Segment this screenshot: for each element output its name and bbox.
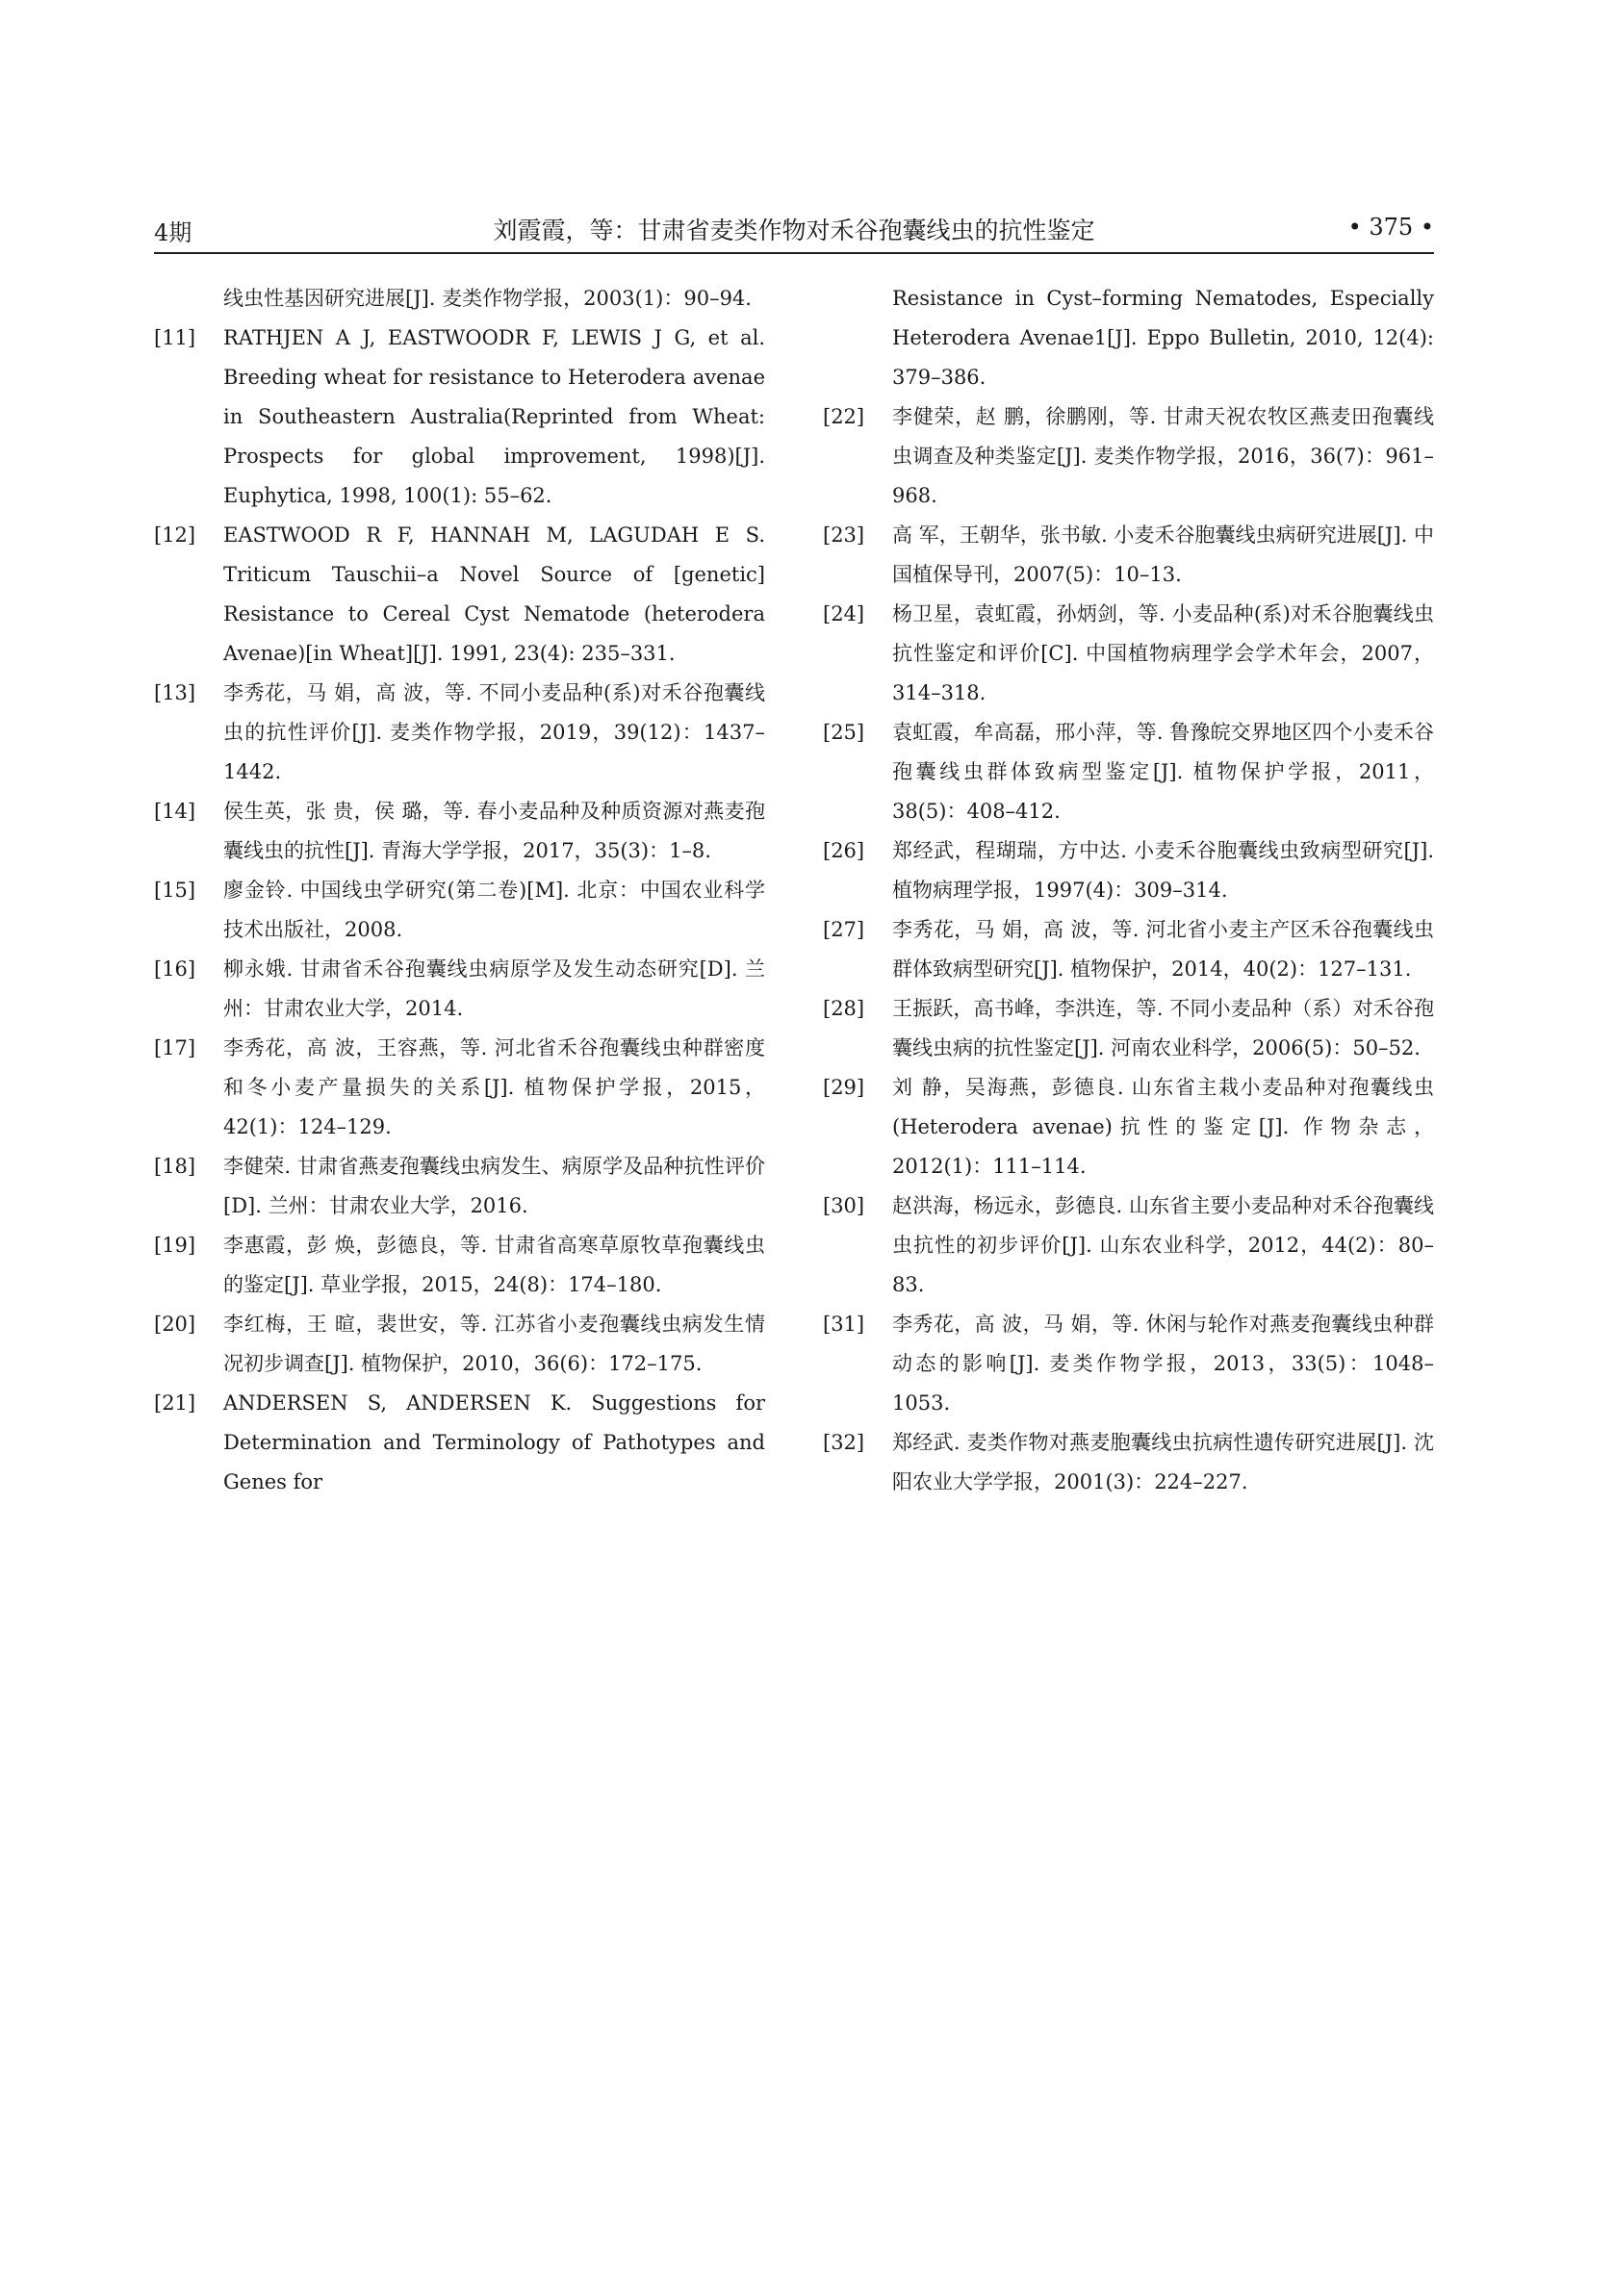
reference-text: EASTWOOD R F, HANNAH M, LAGUDAH E S. Triticum Tauschii–a Novel Source of [genetic] Resistance to Cereal Cyst Nematode (heterodera Avenae)[in Wheat][J]. 1991, 23(4): 235–331. [223,523,765,665]
reference-text: 廖金铃. 中国线虫学研究(第二卷)[M]. 北京：中国农业科学技术出版社，2008. [223,879,765,941]
reference-item [154,792,765,871]
reference-number: [24] [823,602,865,625]
reference-text: 郑经武. 麦类作物对燕麦胞囊线虫抗病性遗传研究进展[J]. 沈阳农业大学学报，2001(3)：224–227. [892,1431,1434,1493]
reference-number: [29] [823,1076,865,1099]
left-column [154,279,765,1502]
page-number: • 375 • [1347,214,1434,241]
reference-text: 柳永娥. 甘肃省禾谷孢囊线虫病原学及发生动态研究[D]. 兰州：甘肃农业大学，2014. [223,957,765,1020]
reference-item [823,910,1434,989]
reference-item [823,989,1434,1068]
reference-item [154,319,765,516]
reference-number: [31] [823,1313,865,1336]
reference-number: [22] [823,405,865,428]
reference-text: ANDERSEN S, ANDERSEN K. Suggestions for Determination and Terminology of Pathotypes and Genes for [223,1391,765,1493]
reference-text: 李秀花，马 娟，高 波，等. 不同小麦品种(系)对禾谷孢囊线虫的抗性评价[J]. 麦类作物学报，2019，39(12)：1437–1442. [223,681,765,783]
reference-item [823,831,1434,910]
page-header [154,204,1434,248]
reference-number: [26] [823,839,865,862]
reference-item [154,1226,765,1305]
reference-number: [17] [154,1036,196,1059]
reference-item [823,397,1434,516]
reference-item [823,595,1434,713]
reference-text: 郑经武，程瑚瑞，方中达. 小麦禾谷胞囊线虫致病型研究[J]. 植物病理学报，1997(4)：309–314. [892,839,1434,902]
reference-number: [11] [154,326,196,349]
reference-item [154,950,765,1029]
reference-number: [30] [823,1194,865,1217]
reference-text: 李秀花，马 娟，高 波，等. 河北省小麦主产区禾谷孢囊线虫群体致病型研究[J]. 植物保护，2014，40(2)：127–131. [892,918,1434,981]
reference-item [154,1029,765,1147]
reference-text: 高 军，王朝华，张书敏. 小麦禾谷胞囊线虫病研究进展[J]. 中国植保导刊，2007(5)：10–13. [892,523,1434,586]
reference-number: [27] [823,918,865,941]
reference-text: RATHJEN A J, EASTWOODR F, LEWIS J G, et al. Breeding wheat for resistance to Heterodera avenae in Southeastern Australia(Reprinted from Wheat: Prospects for global improvement, 1998)[J]. Euphytica, 1998, 100(1): 55–62. [223,326,765,507]
reference-list-left [154,319,765,1502]
reference-item [823,713,1434,831]
reference-number: [28] [823,997,865,1020]
reference-list-right [823,397,1434,1502]
reference-item [823,1305,1434,1423]
reference-number: [12] [154,523,196,547]
issue-number: 4期 [154,219,192,246]
reference-item [154,1384,765,1502]
reference-number: [14] [154,800,196,823]
reference-item [823,1423,1434,1502]
reference-text: 李惠霞，彭 焕，彭德良，等. 甘肃省高寒草原牧草孢囊线虫的鉴定[J]. 草业学报，2015，24(8)：174–180. [223,1234,765,1296]
reference-number: [20] [154,1313,196,1336]
reference-continuation: Resistance in Cyst–forming Nematodes, Especially Heterodera Avenae1[J]. Eppo Bulletin, 2010, 12(4): 379–386. [892,287,1434,389]
reference-item [823,1068,1434,1186]
reference-text: 李红梅，王 暄，裴世安，等. 江苏省小麦孢囊线虫病发生情况初步调查[J]. 植物保护，2010，36(6)：172–175. [223,1313,765,1375]
reference-text: 李秀花，高 波，马 娟，等. 休闲与轮作对燕麦孢囊线虫种群动态的影响[J]. 麦类作物学报，2013，33(5)：1048–1053. [892,1313,1434,1415]
reference-number: [15] [154,879,196,902]
reference-number: [18] [154,1155,196,1178]
reference-text: 李秀花，高 波，王容燕，等. 河北省禾谷孢囊线虫种群密度和冬小麦产量损失的关系[J]. 植物保护学报，2015，42(1)：124–129. [223,1036,765,1138]
reference-item [154,1147,765,1226]
reference-number: [19] [154,1234,196,1257]
reference-item [823,516,1434,595]
reference-item [154,1305,765,1384]
reference-text: 李健荣. 甘肃省燕麦孢囊线虫病发生、病原学及品种抗性评价[D]. 兰州：甘肃农业大学，2016. [223,1155,765,1217]
reference-text: 刘 静，吴海燕，彭德良. 山东省主栽小麦品种对孢囊线虫(Heterodera avenae)抗性的鉴定[J]. 作物杂志，2012(1)：111–114. [892,1076,1434,1178]
reference-text: 杨卫星，袁虹霞，孙炳剑，等. 小麦品种(系)对禾谷胞囊线虫抗性鉴定和评价[C]. 中国植物病理学会学术年会，2007，314–318. [892,602,1434,704]
reference-text: 侯生英，张 贵，侯 璐，等. 春小麦品种及种质资源对燕麦孢囊线虫的抗性[J]. 青海大学学报，2017，35(3)：1–8. [223,800,765,862]
reference-continuation: 线虫性基因研究进展[J]. 麦类作物学报，2003(1)：90–94. [223,287,752,310]
reference-number: [21] [154,1391,196,1415]
reference-item [154,871,765,950]
running-title: 刘霞霞，等：甘肃省麦类作物对禾谷孢囊线虫的抗性鉴定 [493,217,1095,244]
reference-text: 李健荣，赵 鹏，徐鹏刚，等. 甘肃天祝农牧区燕麦田孢囊线虫调查及种类鉴定[J]. 麦类作物学报，2016，36(7)：961–968. [892,405,1434,507]
reference-number: [13] [154,681,196,704]
reference-text: 赵洪海，杨远永，彭德良. 山东省主要小麦品种对禾谷孢囊线虫抗性的初步评价[J]. 山东农业科学，2012，44(2)：80–83. [892,1194,1434,1296]
reference-text: 袁虹霞，牟高磊，邢小萍，等. 鲁豫皖交界地区四个小麦禾谷孢囊线虫群体致病型鉴定[J]. 植物保护学报，2011，38(5)：408–412. [892,721,1434,823]
right-column [823,279,1434,1502]
reference-number: [23] [823,523,865,547]
reference-number: [16] [154,957,196,981]
reference-number: [32] [823,1431,865,1454]
reference-item [154,516,765,674]
header-rule [154,252,1434,254]
reference-item [154,674,765,792]
reference-text: 王振跃，高书峰，李洪连，等. 不同小麦品种（系）对禾谷孢囊线虫病的抗性鉴定[J]. 河南农业科学，2006(5)：50–52. [892,997,1434,1059]
reference-number: [25] [823,721,865,744]
reference-item [823,1186,1434,1305]
